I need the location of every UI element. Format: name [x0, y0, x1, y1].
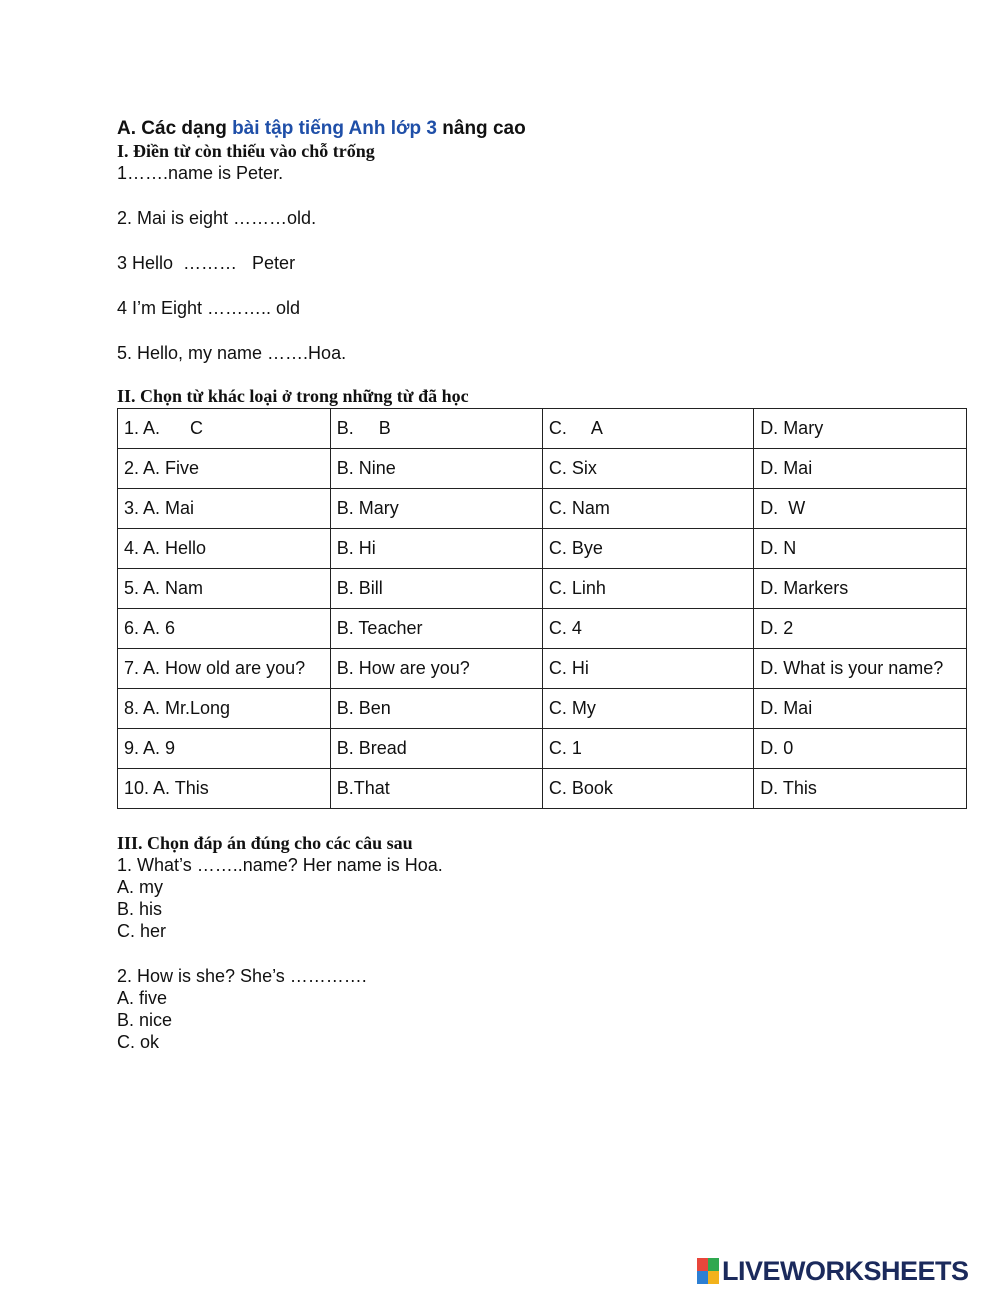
heading-suffix: nâng cao — [437, 118, 526, 139]
logo-badge-square — [708, 1271, 719, 1284]
table-row — [118, 609, 967, 649]
fill-item-3: 3 Hello ……… Peter — [117, 253, 296, 273]
table-row — [118, 409, 967, 449]
table-cell: 1. A. C — [118, 409, 331, 449]
answer-option: C. her — [117, 921, 167, 941]
question-list — [117, 854, 967, 1053]
table-row — [118, 689, 967, 729]
table-cell: C. A — [542, 409, 753, 449]
table-cell: D. N — [754, 529, 967, 569]
worksheet-page — [117, 117, 967, 1053]
answer-option: B. nice — [117, 1010, 173, 1030]
table-cell: 4. A. Hello — [118, 529, 331, 569]
table-cell: 8. A. Mr.Long — [118, 689, 331, 729]
table-cell: B. How are you? — [330, 649, 542, 689]
fill-item-1: 1…….name is Peter. — [117, 163, 284, 183]
logo-badge-square — [708, 1258, 719, 1271]
answer-option: B. his — [117, 899, 163, 919]
answer-option: A. my — [117, 877, 164, 897]
table-cell: B. B — [330, 409, 542, 449]
table-cell: D. 0 — [754, 729, 967, 769]
question-text: 1. What’s ……..name? Her name is Hoa. — [117, 855, 443, 875]
table-cell: B. Ben — [330, 689, 542, 729]
table-cell: C. 4 — [542, 609, 753, 649]
table-cell: B. Nine — [330, 449, 542, 489]
table-cell: 5. A. Nam — [118, 569, 331, 609]
table-row — [118, 649, 967, 689]
logo-text: LIVEWORKSHEETS — [722, 1255, 969, 1286]
table-row — [118, 569, 967, 609]
fill-item-5: 5. Hello, my name …….Hoa. — [117, 343, 347, 363]
section3-title: III. Chọn đáp án đúng cho các câu sau — [117, 833, 413, 853]
table-cell: D. W — [754, 489, 967, 529]
logo-badge-icon — [697, 1258, 719, 1284]
table-row — [118, 529, 967, 569]
table-row — [118, 729, 967, 769]
table-cell: D. Mary — [754, 409, 967, 449]
table-cell: D. This — [754, 769, 967, 809]
table-cell: D. What is your name? — [754, 649, 967, 689]
section2-title: II. Chọn từ khác loại ở trong những từ đã học — [117, 386, 469, 406]
table-cell: B. Teacher — [330, 609, 542, 649]
table-cell: 7. A. How old are you? — [118, 649, 331, 689]
table-cell: 3. A. Mai — [118, 489, 331, 529]
table-cell: 2. A. Five — [118, 449, 331, 489]
table-cell: D. Mai — [754, 449, 967, 489]
table-cell: 9. A. 9 — [118, 729, 331, 769]
table-cell: D. 2 — [754, 609, 967, 649]
fill-item-2: 2. Mai is eight ………old. — [117, 208, 317, 228]
table-cell: D. Markers — [754, 569, 967, 609]
answer-option: A. five — [117, 988, 168, 1008]
table-cell: D. Mai — [754, 689, 967, 729]
table-cell: C. Book — [542, 769, 753, 809]
logo-badge-square — [697, 1271, 708, 1284]
heading-prefix: A. Các dạng — [117, 118, 233, 139]
table-cell: C. Six — [542, 449, 753, 489]
table-cell: C. Nam — [542, 489, 753, 529]
question-text: 2. How is she? She’s …………. — [117, 966, 367, 986]
fill-item-4: 4 I’m Eight ……….. old — [117, 298, 301, 318]
table-row — [118, 489, 967, 529]
table-cell: C. Linh — [542, 569, 753, 609]
table-cell: B. Hi — [330, 529, 542, 569]
table-cell: B. Mary — [330, 489, 542, 529]
table-cell: C. Hi — [542, 649, 753, 689]
table-cell: B.That — [330, 769, 542, 809]
table-cell: C. 1 — [542, 729, 753, 769]
liveworksheets-logo — [697, 1256, 969, 1286]
table-cell: C. Bye — [542, 529, 753, 569]
answer-option: C. ok — [117, 1032, 160, 1052]
odd-one-out-table — [117, 408, 967, 809]
table-cell: 6. A. 6 — [118, 609, 331, 649]
table-cell: 10. A. This — [118, 769, 331, 809]
heading-link[interactable]: bài tập tiếng Anh lớp 3 — [232, 118, 437, 139]
page-heading — [117, 117, 967, 141]
table-cell: C. My — [542, 689, 753, 729]
section1-title: I. Điền từ còn thiếu vào chỗ trống — [117, 141, 375, 161]
logo-badge-square — [697, 1258, 708, 1271]
table-cell: B. Bread — [330, 729, 542, 769]
table-row — [118, 769, 967, 809]
table-cell: B. Bill — [330, 569, 542, 609]
table-row — [118, 449, 967, 489]
